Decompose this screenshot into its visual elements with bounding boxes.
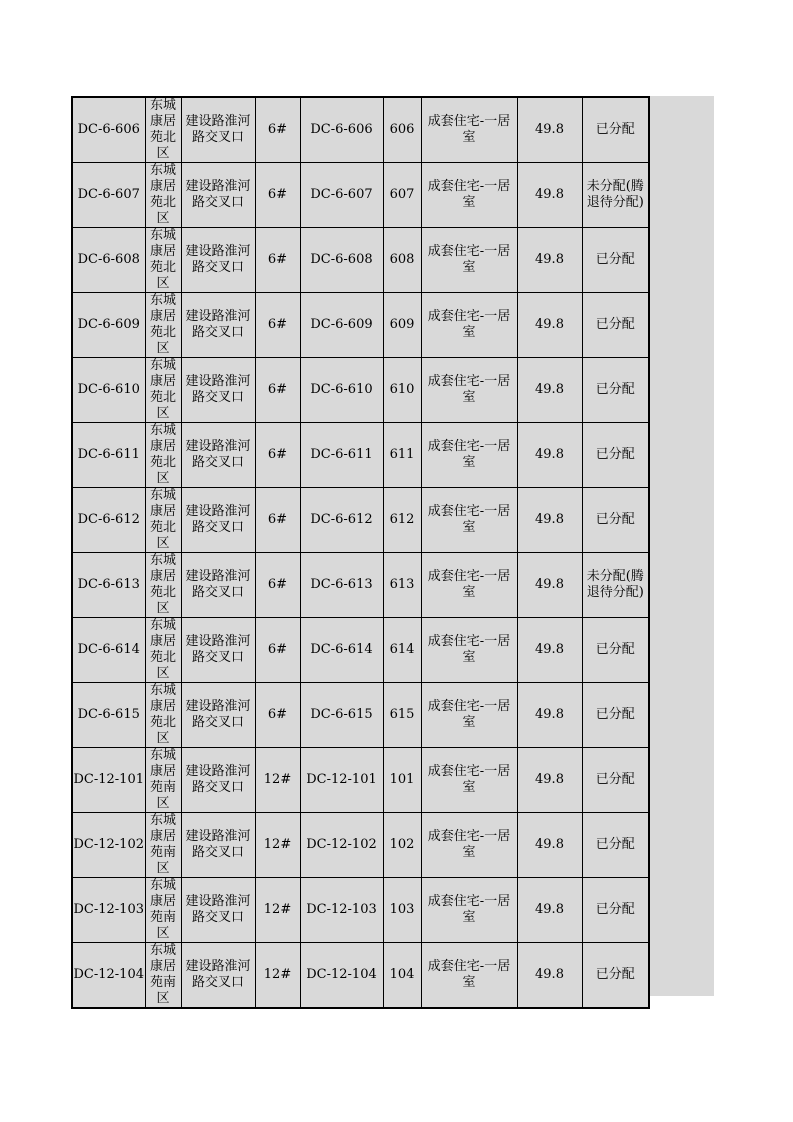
unit-code-cell: DC-12-104 <box>300 943 383 1009</box>
unit-code-cell: DC-6-609 <box>300 293 383 358</box>
room-cell: 103 <box>383 878 421 943</box>
community-cell: 东城康居苑北区 <box>145 618 181 683</box>
building-cell: 6# <box>255 488 300 553</box>
house-code-cell: DC-6-612 <box>72 488 145 553</box>
area-cell: 49.8 <box>517 163 582 228</box>
housing-type-cell: 成套住宅-一居室 <box>421 358 517 423</box>
table-row <box>72 228 649 293</box>
house-code-cell: DC-6-613 <box>72 553 145 618</box>
table-body <box>72 97 649 1008</box>
area-cell: 49.8 <box>517 683 582 748</box>
table-row <box>72 683 649 748</box>
unit-code-cell: DC-12-103 <box>300 878 383 943</box>
address-cell: 建设路淮河路交叉口 <box>181 488 255 553</box>
unit-code-cell: DC-6-606 <box>300 97 383 163</box>
house-code-cell: DC-6-608 <box>72 228 145 293</box>
community-cell: 东城康居苑南区 <box>145 878 181 943</box>
status-cell: 已分配 <box>582 813 649 878</box>
community-cell: 东城康居苑北区 <box>145 163 181 228</box>
room-cell: 614 <box>383 618 421 683</box>
unit-code-cell: DC-6-612 <box>300 488 383 553</box>
unit-code-cell: DC-6-611 <box>300 423 383 488</box>
table-row <box>72 358 649 423</box>
status-cell: 已分配 <box>582 358 649 423</box>
unit-code-cell: DC-6-613 <box>300 553 383 618</box>
table-row <box>72 97 649 163</box>
address-cell: 建设路淮河路交叉口 <box>181 553 255 618</box>
table-row <box>72 553 649 618</box>
house-code-cell: DC-12-103 <box>72 878 145 943</box>
housing-type-cell: 成套住宅-一居室 <box>421 228 517 293</box>
house-code-cell: DC-12-104 <box>72 943 145 1009</box>
building-cell: 12# <box>255 748 300 813</box>
building-cell: 12# <box>255 878 300 943</box>
address-cell: 建设路淮河路交叉口 <box>181 97 255 163</box>
area-cell: 49.8 <box>517 293 582 358</box>
house-code-cell: DC-6-610 <box>72 358 145 423</box>
area-cell: 49.8 <box>517 228 582 293</box>
room-cell: 101 <box>383 748 421 813</box>
address-cell: 建设路淮河路交叉口 <box>181 423 255 488</box>
housing-type-cell: 成套住宅-一居室 <box>421 943 517 1009</box>
unit-code-cell: DC-6-608 <box>300 228 383 293</box>
housing-type-cell: 成套住宅-一居室 <box>421 618 517 683</box>
house-code-cell: DC-12-102 <box>72 813 145 878</box>
table-row <box>72 878 649 943</box>
area-cell: 49.8 <box>517 488 582 553</box>
table-row <box>72 748 649 813</box>
area-cell: 49.8 <box>517 358 582 423</box>
status-cell: 已分配 <box>582 97 649 163</box>
address-cell: 建设路淮河路交叉口 <box>181 618 255 683</box>
housing-type-cell: 成套住宅-一居室 <box>421 97 517 163</box>
status-cell: 已分配 <box>582 228 649 293</box>
unit-code-cell: DC-12-101 <box>300 748 383 813</box>
address-cell: 建设路淮河路交叉口 <box>181 358 255 423</box>
status-cell: 已分配 <box>582 683 649 748</box>
room-cell: 609 <box>383 293 421 358</box>
community-cell: 东城康居苑北区 <box>145 358 181 423</box>
area-cell: 49.8 <box>517 423 582 488</box>
sheet-side-band <box>647 96 714 996</box>
area-cell: 49.8 <box>517 943 582 1009</box>
table-row <box>72 618 649 683</box>
building-cell: 6# <box>255 358 300 423</box>
room-cell: 615 <box>383 683 421 748</box>
community-cell: 东城康居苑北区 <box>145 228 181 293</box>
table-row <box>72 163 649 228</box>
status-cell: 已分配 <box>582 943 649 1009</box>
community-cell: 东城康居苑北区 <box>145 553 181 618</box>
housing-type-cell: 成套住宅-一居室 <box>421 163 517 228</box>
room-cell: 611 <box>383 423 421 488</box>
status-cell: 已分配 <box>582 878 649 943</box>
building-cell: 12# <box>255 813 300 878</box>
room-cell: 612 <box>383 488 421 553</box>
room-cell: 606 <box>383 97 421 163</box>
area-cell: 49.8 <box>517 618 582 683</box>
unit-code-cell: DC-6-607 <box>300 163 383 228</box>
area-cell: 49.8 <box>517 97 582 163</box>
room-cell: 607 <box>383 163 421 228</box>
address-cell: 建设路淮河路交叉口 <box>181 293 255 358</box>
building-cell: 6# <box>255 228 300 293</box>
table-row <box>72 423 649 488</box>
community-cell: 东城康居苑南区 <box>145 748 181 813</box>
status-cell: 未分配(腾退待分配) <box>582 553 649 618</box>
address-cell: 建设路淮河路交叉口 <box>181 943 255 1009</box>
building-cell: 6# <box>255 163 300 228</box>
status-cell: 未分配(腾退待分配) <box>582 163 649 228</box>
address-cell: 建设路淮河路交叉口 <box>181 683 255 748</box>
area-cell: 49.8 <box>517 553 582 618</box>
building-cell: 6# <box>255 97 300 163</box>
area-cell: 49.8 <box>517 748 582 813</box>
unit-code-cell: DC-12-102 <box>300 813 383 878</box>
house-code-cell: DC-6-611 <box>72 423 145 488</box>
table-row <box>72 943 649 1009</box>
address-cell: 建设路淮河路交叉口 <box>181 748 255 813</box>
address-cell: 建设路淮河路交叉口 <box>181 813 255 878</box>
housing-type-cell: 成套住宅-一居室 <box>421 878 517 943</box>
housing-type-cell: 成套住宅-一居室 <box>421 488 517 553</box>
housing-type-cell: 成套住宅-一居室 <box>421 553 517 618</box>
building-cell: 12# <box>255 943 300 1009</box>
house-code-cell: DC-6-614 <box>72 618 145 683</box>
status-cell: 已分配 <box>582 618 649 683</box>
house-code-cell: DC-12-101 <box>72 748 145 813</box>
area-cell: 49.8 <box>517 878 582 943</box>
community-cell: 东城康居苑北区 <box>145 683 181 748</box>
housing-type-cell: 成套住宅-一居室 <box>421 748 517 813</box>
address-cell: 建设路淮河路交叉口 <box>181 228 255 293</box>
unit-code-cell: DC-6-615 <box>300 683 383 748</box>
status-cell: 已分配 <box>582 488 649 553</box>
building-cell: 6# <box>255 618 300 683</box>
house-code-cell: DC-6-615 <box>72 683 145 748</box>
community-cell: 东城康居苑北区 <box>145 293 181 358</box>
housing-type-cell: 成套住宅-一居室 <box>421 683 517 748</box>
address-cell: 建设路淮河路交叉口 <box>181 163 255 228</box>
building-cell: 6# <box>255 553 300 618</box>
community-cell: 东城康居苑北区 <box>145 488 181 553</box>
building-cell: 6# <box>255 293 300 358</box>
house-code-cell: DC-6-609 <box>72 293 145 358</box>
unit-code-cell: DC-6-610 <box>300 358 383 423</box>
housing-type-cell: 成套住宅-一居室 <box>421 813 517 878</box>
table-row <box>72 813 649 878</box>
area-cell: 49.8 <box>517 813 582 878</box>
room-cell: 104 <box>383 943 421 1009</box>
housing-type-cell: 成套住宅-一居室 <box>421 423 517 488</box>
room-cell: 102 <box>383 813 421 878</box>
status-cell: 已分配 <box>582 423 649 488</box>
building-cell: 6# <box>255 423 300 488</box>
status-cell: 已分配 <box>582 748 649 813</box>
community-cell: 东城康居苑北区 <box>145 423 181 488</box>
house-code-cell: DC-6-607 <box>72 163 145 228</box>
table-row <box>72 488 649 553</box>
building-cell: 6# <box>255 683 300 748</box>
status-cell: 已分配 <box>582 293 649 358</box>
table-row <box>72 293 649 358</box>
unit-code-cell: DC-6-614 <box>300 618 383 683</box>
room-cell: 608 <box>383 228 421 293</box>
address-cell: 建设路淮河路交叉口 <box>181 878 255 943</box>
community-cell: 东城康居苑南区 <box>145 943 181 1009</box>
room-cell: 613 <box>383 553 421 618</box>
housing-type-cell: 成套住宅-一居室 <box>421 293 517 358</box>
house-code-cell: DC-6-606 <box>72 97 145 163</box>
housing-table <box>71 96 650 1009</box>
community-cell: 东城康居苑北区 <box>145 97 181 163</box>
community-cell: 东城康居苑南区 <box>145 813 181 878</box>
room-cell: 610 <box>383 358 421 423</box>
